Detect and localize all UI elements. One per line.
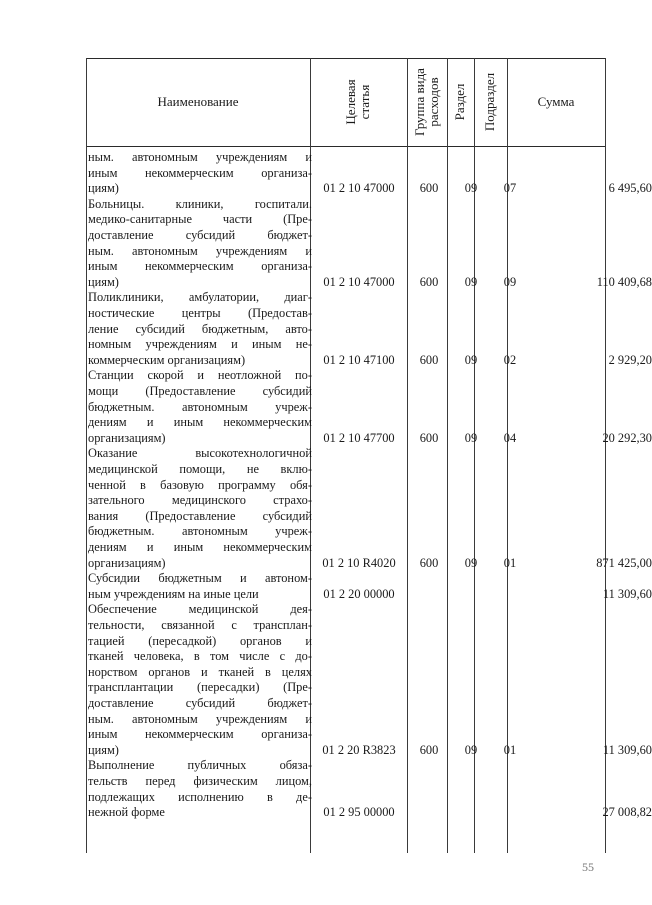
row-amount: 11 309,60 — [602, 586, 652, 601]
header-bottom-border — [86, 146, 606, 147]
table-row — [88, 290, 652, 368]
row-name-line: Поликлиники, амбулатории, диаг- — [88, 290, 312, 305]
row-group: 600 — [419, 430, 439, 445]
row-code: 01 2 10 R4020 — [322, 555, 396, 570]
row-name-line: Оказание высокотехнологичной — [88, 446, 312, 461]
row-name-line: доставление субсидий бюджет- — [88, 695, 312, 710]
row-group: 600 — [419, 742, 439, 757]
row-name-line: иным некоммерческим организа- — [88, 727, 312, 742]
row-name — [88, 571, 312, 602]
row-name-line: циям) — [88, 274, 119, 289]
row-name-line: иным некоммерческим организа- — [88, 165, 312, 180]
row-code: 01 2 10 47100 — [323, 352, 395, 367]
row-name-line: организациям) — [88, 430, 166, 445]
row-name-line: тельности, связанной с трансплан- — [88, 617, 312, 632]
row-code: 01 2 20 00000 — [323, 586, 395, 601]
row-name-line: номным учреждениям и иным не- — [88, 337, 312, 352]
row-section: 09 — [464, 181, 478, 196]
row-name-line: медицинской помощи, не вклю- — [88, 461, 312, 476]
row-name-line: ление субсидий бюджетным, авто- — [88, 321, 312, 336]
row-code: 01 2 10 47000 — [323, 181, 395, 196]
row-name-line: Станции скорой и неотложной по- — [88, 368, 312, 383]
row-name-line: ностические центры (Предостав- — [88, 305, 312, 320]
row-section: 09 — [464, 430, 478, 445]
header-amount: Сумма — [537, 94, 575, 109]
row-name-line: ным. автономным учреждениям и — [88, 711, 312, 726]
row-group: 600 — [419, 352, 439, 367]
row-amount: 110 409,68 — [596, 274, 652, 289]
row-name-line: норством органов и тканей в целях — [88, 664, 312, 679]
row-code: 01 2 20 R3823 — [322, 742, 396, 757]
row-name-line: вания (Предоставление субсидий — [88, 508, 312, 523]
row-code: 01 2 95 00000 — [323, 805, 395, 820]
row-name-line: мощи (Предоставление субсидий — [88, 383, 312, 398]
row-name-line: доставление субсидий бюджет- — [88, 227, 312, 242]
header-name: Наименование — [157, 94, 239, 109]
table-row — [88, 446, 652, 571]
row-subsection: 09 — [503, 274, 517, 289]
row-amount: 871 425,00 — [596, 555, 652, 570]
table-row — [88, 571, 652, 602]
row-name-line: дениям и иным некоммерческим — [88, 539, 312, 554]
row-amount: 27 008,82 — [602, 805, 652, 820]
row-name-line: бюджетным. автономным учреж- — [88, 399, 312, 414]
row-name — [88, 197, 312, 291]
row-amount: 2 929,20 — [608, 352, 652, 367]
row-name-line: зательного медицинского страхо- — [88, 493, 312, 508]
row-name — [88, 290, 312, 368]
row-amount: 20 292,30 — [602, 430, 652, 445]
row-code: 01 2 10 47000 — [323, 274, 395, 289]
row-name-line: ным. автономным учреждениям и — [88, 243, 312, 258]
row-name-line: циям) — [88, 742, 119, 757]
row-name-line: Выполнение публичных обяза- — [88, 758, 312, 773]
table-right-border — [605, 58, 606, 853]
table-row — [88, 758, 652, 820]
row-name — [88, 368, 312, 446]
row-name — [88, 602, 312, 758]
row-group: 600 — [419, 555, 439, 570]
row-subsection: 02 — [503, 352, 517, 367]
header-group: Группа вида расходов — [412, 68, 441, 136]
row-name-line: тельств перед физическим лицом, — [88, 773, 312, 788]
row-name-line: подлежащих исполнению в де- — [88, 789, 312, 804]
row-name-line: ченной в базовую программу обя- — [88, 477, 312, 492]
row-name-line: циям) — [88, 181, 119, 196]
header-section: Раздел — [452, 83, 467, 121]
table-row — [88, 368, 652, 446]
row-subsection: 01 — [503, 742, 517, 757]
row-name-line: организациям) — [88, 555, 166, 570]
row-name-line: Больницы. клиники, госпитали. — [88, 196, 312, 211]
row-subsection: 07 — [503, 181, 517, 196]
row-name — [88, 446, 312, 571]
row-name-line: тканей человека, в том числе с до- — [88, 649, 312, 664]
row-name-line: нежной форме — [88, 805, 165, 820]
row-section: 09 — [464, 352, 478, 367]
table-left-border — [86, 58, 87, 853]
row-name-line: Обеспечение медицинской дея- — [88, 602, 312, 617]
row-amount: 6 495,60 — [608, 181, 652, 196]
row-group: 600 — [419, 274, 439, 289]
row-name — [88, 150, 312, 197]
row-subsection: 01 — [503, 555, 517, 570]
row-subsection: 04 — [503, 430, 517, 445]
row-name-line: Субсидии бюджетным и автоном- — [88, 571, 312, 586]
row-section: 09 — [464, 555, 478, 570]
row-section: 09 — [464, 274, 478, 289]
row-name-line: трансплантации (пересадки) (Пре- — [88, 680, 312, 695]
row-name-line: медико-санитарные части (Пре- — [88, 212, 312, 227]
row-group: 600 — [419, 181, 439, 196]
header-subsection: Подраздел — [482, 72, 497, 132]
table-body — [88, 150, 652, 850]
header-code: Целевая статья — [343, 79, 372, 125]
row-code: 01 2 10 47700 — [323, 430, 395, 445]
row-name — [88, 758, 312, 820]
row-name-line: ным. автономным учреждениям и — [88, 150, 312, 164]
row-name-line: бюджетным. автономным учреж- — [88, 524, 312, 539]
row-name-line: тацией (пересадкой) органов и — [88, 633, 312, 648]
row-name-line: коммерческим организациям) — [88, 352, 246, 367]
row-name-line: ным учреждениям на иные цели — [88, 586, 259, 601]
table-row — [88, 602, 652, 758]
table-row — [88, 150, 652, 197]
table-top-border — [86, 58, 606, 59]
row-name-line: дениям и иным некоммерческим — [88, 415, 312, 430]
row-section: 09 — [464, 742, 478, 757]
page-number: 55 — [582, 860, 594, 874]
table-row — [88, 196, 652, 291]
row-amount: 11 309,60 — [602, 742, 652, 757]
row-name-line: иным некоммерческим организа- — [88, 259, 312, 274]
